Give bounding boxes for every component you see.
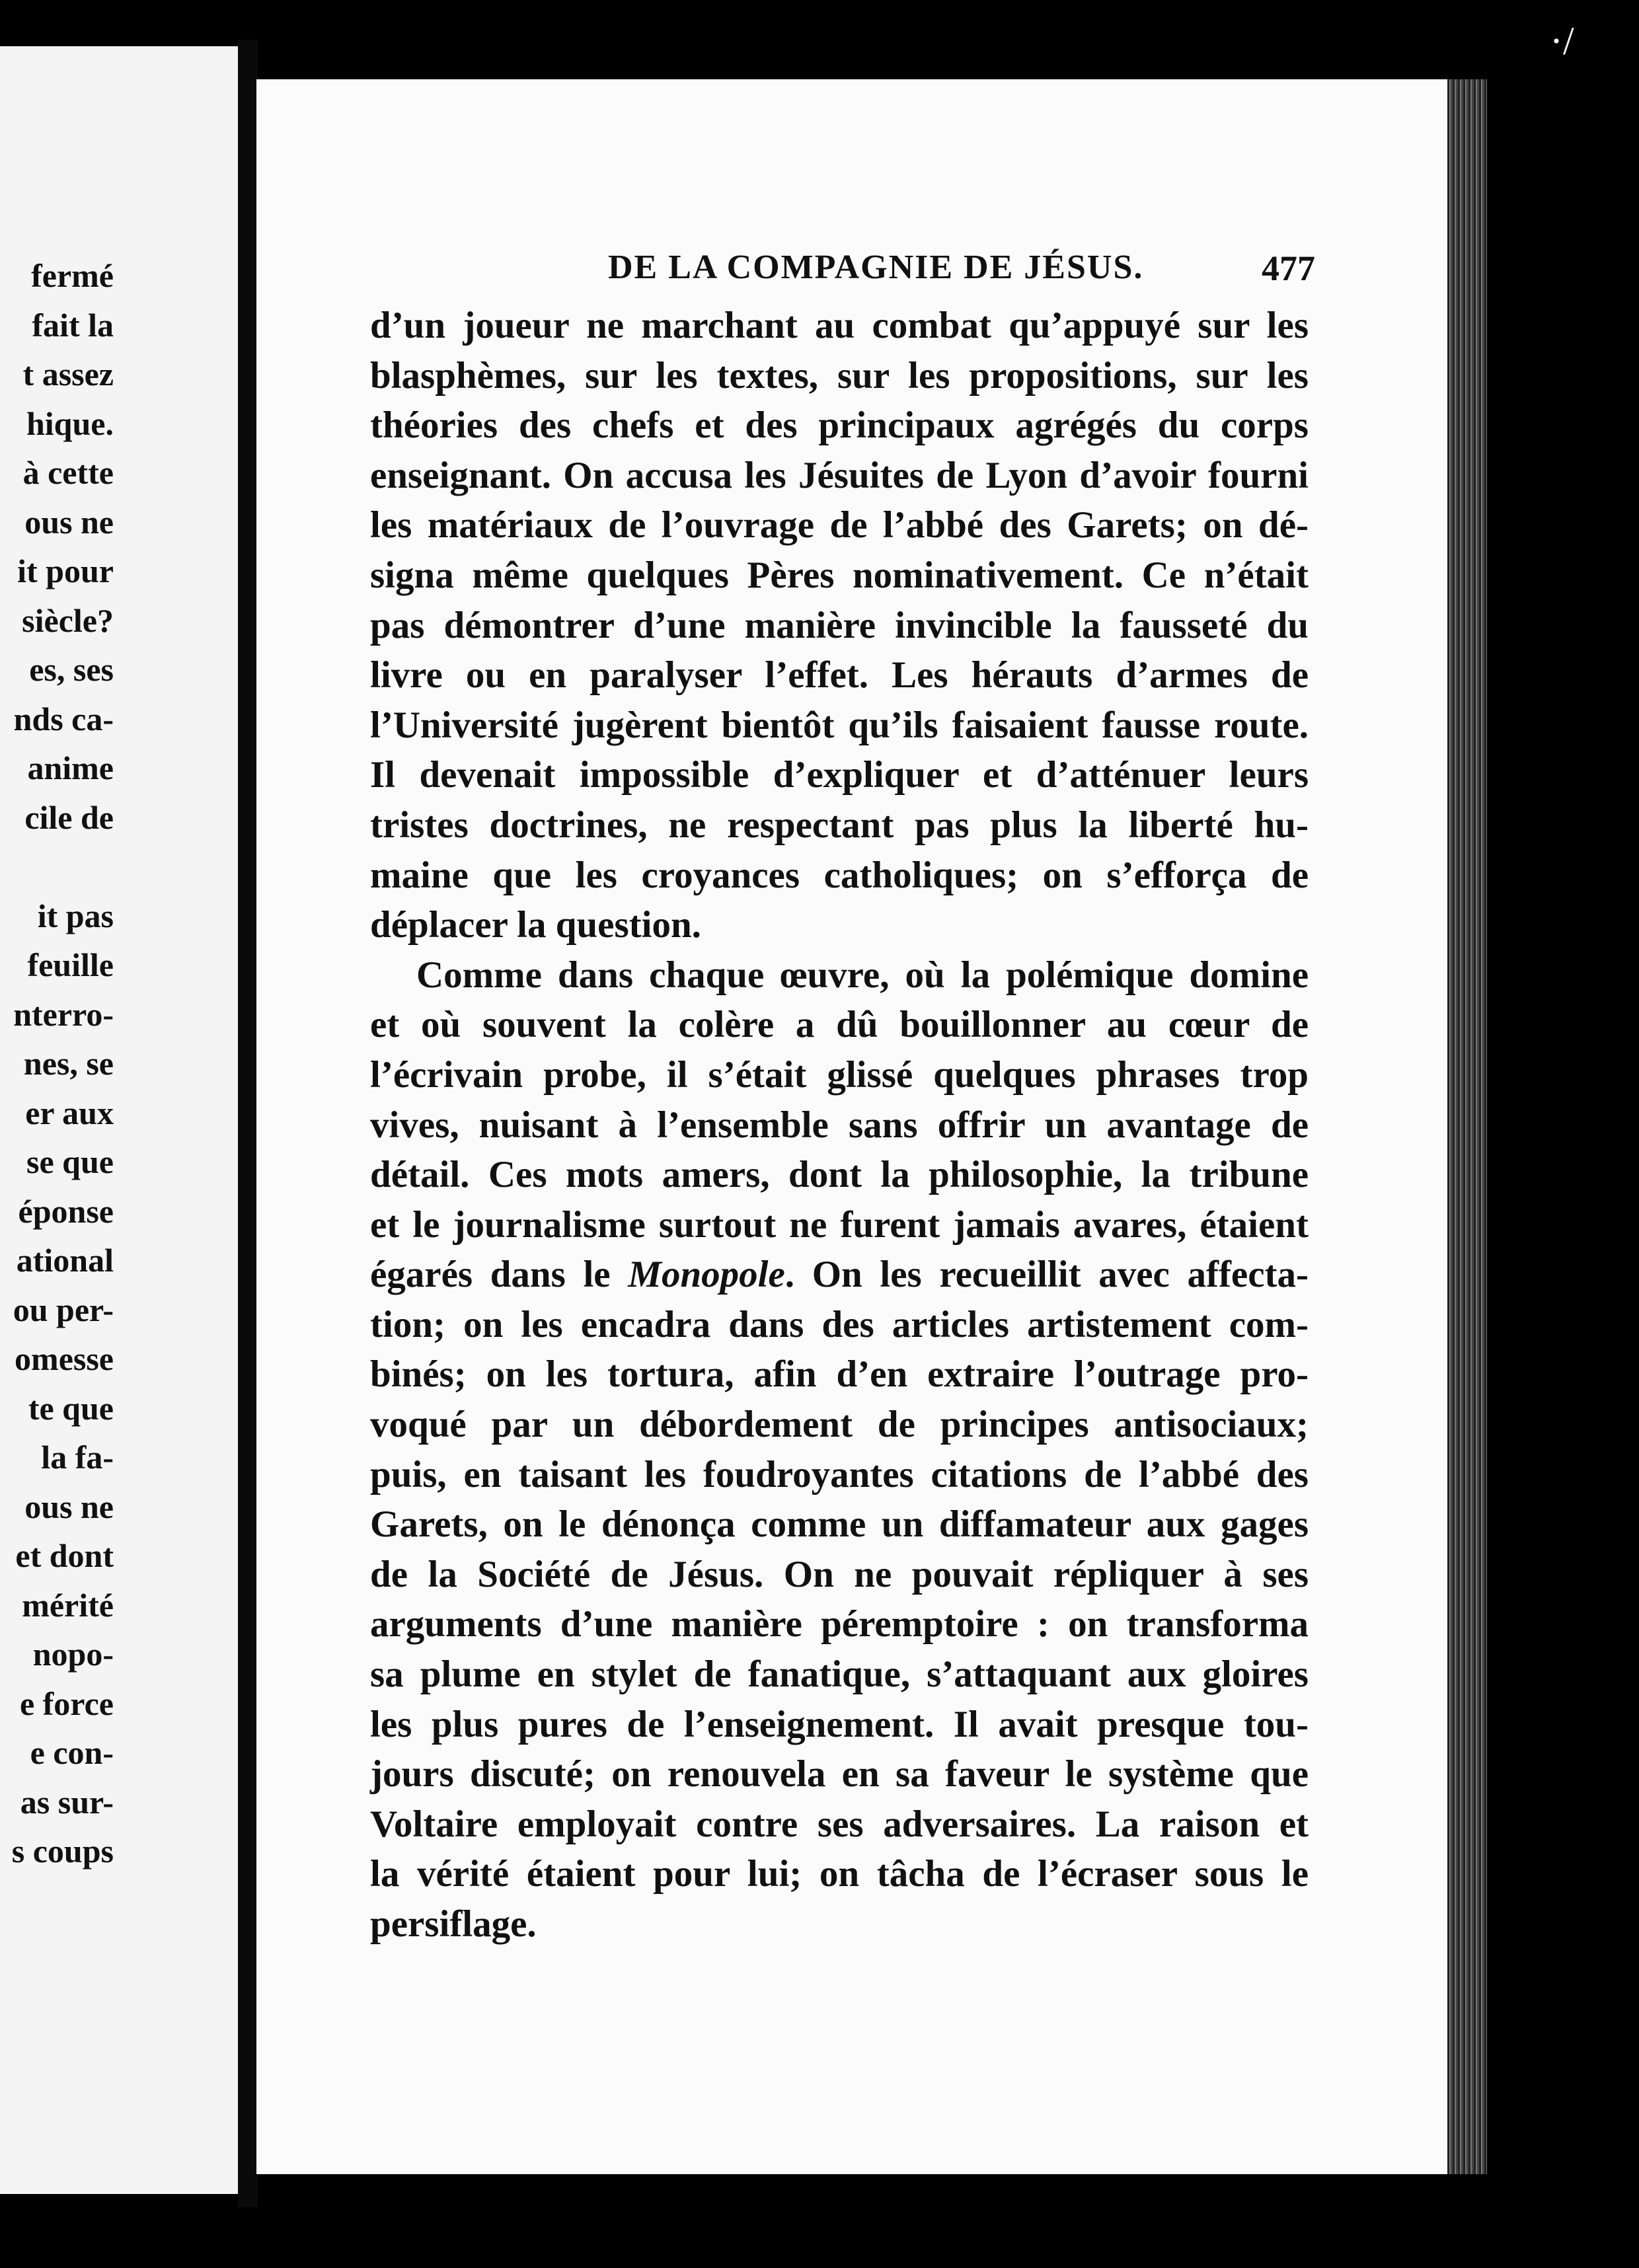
corner-mark: ·/: [1550, 19, 1574, 63]
left-page-line: anime: [27, 749, 114, 786]
left-page-line: es, ses: [29, 651, 114, 688]
body-line: déplacer la question.: [370, 904, 701, 946]
page-edge: [1447, 79, 1487, 2174]
left-page-line: e force: [19, 1684, 114, 1722]
left-page-line: e con-: [30, 1734, 114, 1771]
left-page-line: mérité: [22, 1586, 114, 1624]
body-line: blasphèmes, sur les textes, sur les propositions, sur les: [370, 354, 1309, 397]
body-line: les matériaux de l’ouvrage de l’abbé des Garets; on dé-: [370, 504, 1309, 547]
body-line: d’un joueur ne marchant au combat qu’appuyé sur les: [370, 305, 1309, 346]
body-line: tristes doctrines, ne respectant pas plus la liberté hu-: [370, 804, 1309, 846]
body-line: livre ou en paralyser l’effet. Les hérauts d’armes de: [370, 654, 1309, 697]
body-line: Voltaire employait contre ses adversaires. La raison et: [370, 1803, 1309, 1845]
body-line: vives, nuisant à l’ensemble sans offrir un avantage de: [370, 1104, 1309, 1146]
body-line: enseignant. On accusa les Jésuites de Lyon d’avoir fourni: [370, 454, 1309, 496]
body-line: voqué par un débordement de principes antisociaux;: [370, 1404, 1309, 1446]
body-line: théories des chefs et des principaux agrégés du corps: [370, 404, 1309, 447]
left-page-line: ou per-: [13, 1291, 114, 1328]
body-line: égarés dans le Monopole. On les recueillit avec affecta-: [370, 1254, 1309, 1296]
body-line: tion; on les encadra dans des articles artistement com-: [370, 1303, 1309, 1345]
left-page-line: fermé: [31, 257, 114, 294]
left-page-line: cile de: [24, 798, 114, 836]
left-page-line: se que: [26, 1143, 114, 1180]
left-page-line: nes, se: [23, 1045, 114, 1082]
left-page-line: nds ca-: [13, 700, 114, 737]
left-page-line: siècle?: [22, 601, 114, 639]
body-line: Comme dans chaque œuvre, où la polémique domine: [416, 954, 1309, 996]
left-page-line: ous ne: [24, 503, 114, 541]
left-page-line: feuille: [27, 946, 114, 983]
body-line: de la Société de Jésus. On ne pouvait répliquer à ses: [370, 1553, 1309, 1595]
body-line: jours discuté; on renouvela en sa faveur le système que: [370, 1753, 1309, 1796]
left-page-line: la fa-: [41, 1439, 114, 1476]
left-page-line: it pour: [17, 552, 114, 589]
left-page-line: te que: [28, 1389, 114, 1427]
body-line: Il devenait impossible d’expliquer et d’atténuer leurs: [370, 754, 1309, 796]
page-header: [608, 248, 1315, 294]
body-line: détail. Ces mots amers, dont la philosophie, la tribune: [370, 1154, 1309, 1196]
body-line: puis, en taisant les foudroyantes citations de l’abbé des: [370, 1453, 1309, 1495]
left-page-line: ous ne: [24, 1488, 114, 1525]
left-page-line: it pas: [37, 897, 114, 934]
body-line: binés; on les tortura, afin d’en extraire l’outrage pro-: [370, 1353, 1309, 1396]
left-page-line: nterro-: [13, 995, 114, 1033]
page-number: 477: [1262, 248, 1315, 288]
running-head: DE LA COMPAGNIE DE JÉSUS.: [608, 248, 1144, 286]
body-line: sa plume en stylet de fanatique, s’attaquant aux gloires: [370, 1653, 1309, 1696]
body-line: et le journalisme surtout ne furent jamais avares, étaient: [370, 1203, 1309, 1246]
body-line: signa même quelques Pères nominativement. Ce n’était: [370, 554, 1309, 596]
left-page-line: as sur-: [20, 1783, 114, 1821]
left-page-line: à cette: [22, 454, 114, 491]
body-line: persiflage.: [370, 1903, 537, 1945]
body-line: arguments d’une manière péremptoire : on transforma: [370, 1603, 1309, 1645]
book-gutter: [238, 40, 258, 2207]
left-page-line: t assez: [22, 356, 114, 393]
left-page-line: hique.: [26, 404, 114, 442]
left-page-line: er aux: [25, 1094, 114, 1131]
body-line: l’Université jugèrent bientôt qu’ils faisaient fausse route.: [370, 704, 1309, 746]
left-page-line: omesse: [15, 1340, 114, 1377]
body-line: maine que les croyances catholiques; on s’efforça de: [370, 854, 1309, 896]
left-page-line: fait la: [32, 306, 114, 344]
left-page-fragment: [0, 46, 238, 2194]
left-page-line: éponse: [18, 1192, 114, 1230]
body-line: et où souvent la colère a dû bouillonner au cœur de: [370, 1004, 1309, 1046]
body-line: pas démontrer d’une manière invincible la fausseté du: [370, 604, 1309, 646]
body-line: les plus pures de l’enseignement. Il avait presque tou-: [370, 1703, 1309, 1745]
left-page-line: s coups: [11, 1833, 114, 1870]
body-line: l’écrivain probe, il s’était glissé quelques phrases trop: [370, 1053, 1309, 1096]
left-page-line: et dont: [15, 1537, 114, 1574]
body-text: [370, 301, 1309, 1949]
left-page-line: nopo-: [32, 1636, 114, 1673]
body-line: la vérité étaient pour lui; on tâcha de l’écraser sous le: [370, 1853, 1309, 1895]
left-page-line: ational: [16, 1242, 114, 1279]
body-line: Garets, on le dénonça comme un diffamateur aux gages: [370, 1503, 1309, 1546]
